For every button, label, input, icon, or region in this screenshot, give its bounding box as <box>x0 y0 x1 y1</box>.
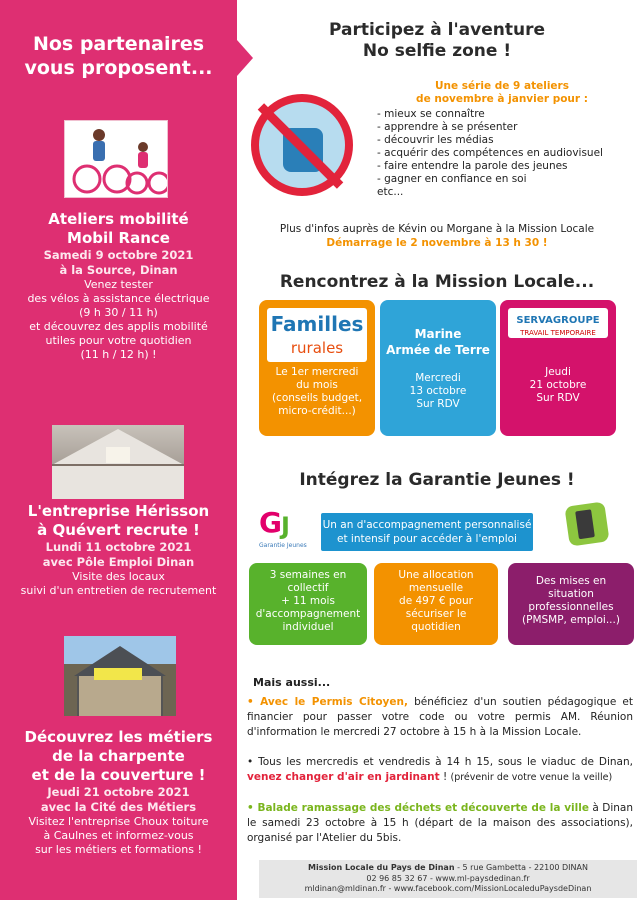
logo-text: rurales <box>290 339 344 357</box>
tile-line: d'accompagnement <box>255 608 361 620</box>
card-line: Mercredi <box>415 372 461 384</box>
info-icon <box>564 501 609 546</box>
body-line: Visite des locaux <box>72 570 165 583</box>
series-title-line: de novembre à janvier pour : <box>416 93 588 105</box>
garantie-jeunes-title: Intégrez la Garantie Jeunes ! <box>299 470 575 490</box>
title-line: Découvrez les métiers <box>24 728 213 746</box>
servagroupe-card <box>500 300 616 436</box>
body-line: des vélos à assistance électrique <box>27 292 210 305</box>
marine-card <box>380 300 496 436</box>
garantie-jeunes-banner <box>321 513 533 551</box>
footer-phone-web[interactable]: 02 96 85 32 67 - www.ml-paysdedinan.fr <box>366 873 530 883</box>
body-line: sur les métiers et formations ! <box>35 843 202 856</box>
tile-line: individuel <box>282 621 334 633</box>
note-text: (prévenir de votre venue la veille) <box>450 772 613 783</box>
also-heading: Mais aussi... <box>253 676 331 689</box>
tile-line: mensuelle <box>408 582 464 594</box>
list-item: - gagner en confiance en soi <box>377 173 627 186</box>
card-line: Sur RDV <box>416 398 460 410</box>
body-text: bénéficiez d'un soutien pédagogique et financier pour passer votre code ou votre permis AM. Réunion d'information le mercredi 27 octobre à 15 h à la Mission Locale. <box>247 696 634 738</box>
highlight-text: • Balade ramassage des déchets et découverte de la ville <box>247 802 589 814</box>
body-line: et découvrez des applis mobilité <box>29 320 208 333</box>
card-line: micro-crédit...) <box>278 405 356 417</box>
title-line: L'entreprise Hérisson <box>27 502 210 520</box>
list-item: - faire entendre la parole des jeunes <box>377 160 627 173</box>
date-line: Jeudi 21 octobre 2021 <box>47 785 190 799</box>
body-line: Venez tester <box>84 278 153 291</box>
title-line: à Quévert recrute ! <box>37 521 200 539</box>
card-line: 21 octobre <box>529 379 587 391</box>
tile-line: Une allocation <box>398 569 474 581</box>
partners-column <box>0 0 237 900</box>
tile-line: 3 semaines en <box>269 569 347 581</box>
list-item: - découvrir les médias <box>377 134 627 147</box>
gj-tile-placements <box>508 563 634 645</box>
list-item: - mieux se connaître <box>377 108 627 121</box>
gj-tile-allowance <box>374 563 498 645</box>
roofing-scaffold-photo <box>64 636 176 716</box>
list-item: - apprendre à se présenter <box>377 121 627 134</box>
main-column <box>237 0 637 900</box>
partner-line: avec Pôle Emploi Dinan <box>42 555 195 569</box>
logo-text: Familles <box>270 312 364 336</box>
heading-line: vous proposent... <box>24 57 213 79</box>
roofing-careers <box>8 728 229 857</box>
herisson-recruitment <box>8 502 229 598</box>
title-line: Ateliers mobilité <box>48 210 189 228</box>
body-line: suivi d'un entretien de recrutement <box>20 584 217 597</box>
tile-line: collectif <box>287 582 329 594</box>
cleanup-walk-paragraph <box>247 801 633 846</box>
series-etc: etc... <box>377 186 404 198</box>
attic-office-photo <box>52 425 184 499</box>
garantie-jeunes-logo: G J Garantie Jeunes <box>259 506 307 549</box>
title-line: et de la couverture ! <box>31 766 206 784</box>
start-date: Démarrage le 2 novembre à 13 h 30 ! <box>326 237 548 249</box>
banner-line: et intensif pour accéder à l'emploi <box>337 533 517 545</box>
family-bikes-illustration <box>64 120 168 198</box>
title-line: de la charpente <box>52 747 185 765</box>
footer-address: - 5 rue Gambetta - 22100 DINAN <box>454 863 588 872</box>
familles-rurales-logo <box>267 308 367 362</box>
highlight-text: • Avec le Permis Citoyen, <box>247 696 408 708</box>
card-line: (conseils budget, <box>271 392 363 404</box>
no-selfie-icon <box>251 94 353 196</box>
body-text: ! <box>439 771 451 783</box>
body-line: (11 h / 12 h) ! <box>80 348 157 361</box>
workshop-series <box>377 80 627 199</box>
partner-line: avec la Cité des Métiers <box>40 800 197 814</box>
tile-line: (PMSMP, emploi...) <box>522 614 620 626</box>
date-line: Samedi 9 octobre 2021 <box>43 248 194 262</box>
card-line: du mois <box>296 379 338 391</box>
gj-tile-collective <box>249 563 367 645</box>
tile-line: + 11 mois <box>281 595 335 607</box>
body-line: à Caulnes et informez-vous <box>43 829 194 842</box>
card-line: 13 octobre <box>409 385 467 397</box>
meet-title: Rencontrez à la Mission Locale... <box>279 272 595 292</box>
footer-email-facebook[interactable]: mldinan@mldinan.fr - www.facebook.com/MissionLocaleduPaysdeDinan <box>304 884 592 893</box>
footer-org: Mission Locale du Pays de Dinan <box>308 863 455 872</box>
card-title-line: Armée de Terre <box>386 343 490 357</box>
series-title-line: Une série de 9 ateliers <box>435 80 569 92</box>
card-title-line: Marine <box>414 327 462 341</box>
body-line: Visitez l'entreprise Choux toiture <box>28 815 209 828</box>
footer <box>259 860 637 898</box>
body-line: utiles pour votre quotidien <box>45 334 192 347</box>
tile-line: sécuriser le <box>405 608 467 620</box>
highlight-text: venez changer d'air en jardinant <box>247 771 440 783</box>
title-line: No selfie zone ! <box>362 41 512 61</box>
banner-line: Un an d'accompagnement personnalisé <box>322 519 532 531</box>
mobility-workshop <box>8 210 229 362</box>
title-line: Mobil Rance <box>67 229 170 247</box>
partners-heading <box>0 32 237 80</box>
info-block <box>237 222 637 250</box>
card-line: Sur RDV <box>536 392 580 404</box>
body-text: • Tous les mercredis et vendredis à 14 h 15, sous le viaduc de Dinan, <box>247 756 633 768</box>
list-item: - acquérir des compétences en audiovisuel <box>377 147 627 160</box>
place-line: à la Source, Dinan <box>59 263 178 277</box>
heading-line: Nos partenaires <box>32 33 205 55</box>
tile-line: situation <box>548 588 594 600</box>
logo-text: SERVAGROUPE <box>516 315 600 326</box>
date-line: Lundi 11 octobre 2021 <box>45 540 192 554</box>
series-list <box>377 108 627 186</box>
tile-line: professionnelles <box>528 601 614 613</box>
tile-line: Des mises en <box>535 575 607 587</box>
title-line: Participez à l'aventure <box>329 20 545 40</box>
servagroupe-logo <box>508 308 608 338</box>
card-line: Le 1er mercredi <box>275 366 359 378</box>
gardening-paragraph <box>247 755 633 785</box>
logo-text: TRAVAIL TEMPORAIRE <box>520 329 596 337</box>
body-line: (9 h 30 / 11 h) <box>79 306 158 319</box>
body-text: à Dinan le samedi 23 octobre à 15 h (départ de la maison des associations), organisé par l'Atelier du 5bis. <box>247 802 633 844</box>
card-line: Jeudi <box>545 366 571 378</box>
familles-rurales-card <box>259 300 375 436</box>
adventure-title <box>237 20 637 62</box>
tile-line: de 497 € pour <box>399 595 473 607</box>
contact-info: Plus d'infos auprès de Kévin ou Morgane à la Mission Locale <box>279 223 595 235</box>
permis-citoyen-paragraph <box>247 695 633 740</box>
tile-line: quotidien <box>411 621 461 633</box>
